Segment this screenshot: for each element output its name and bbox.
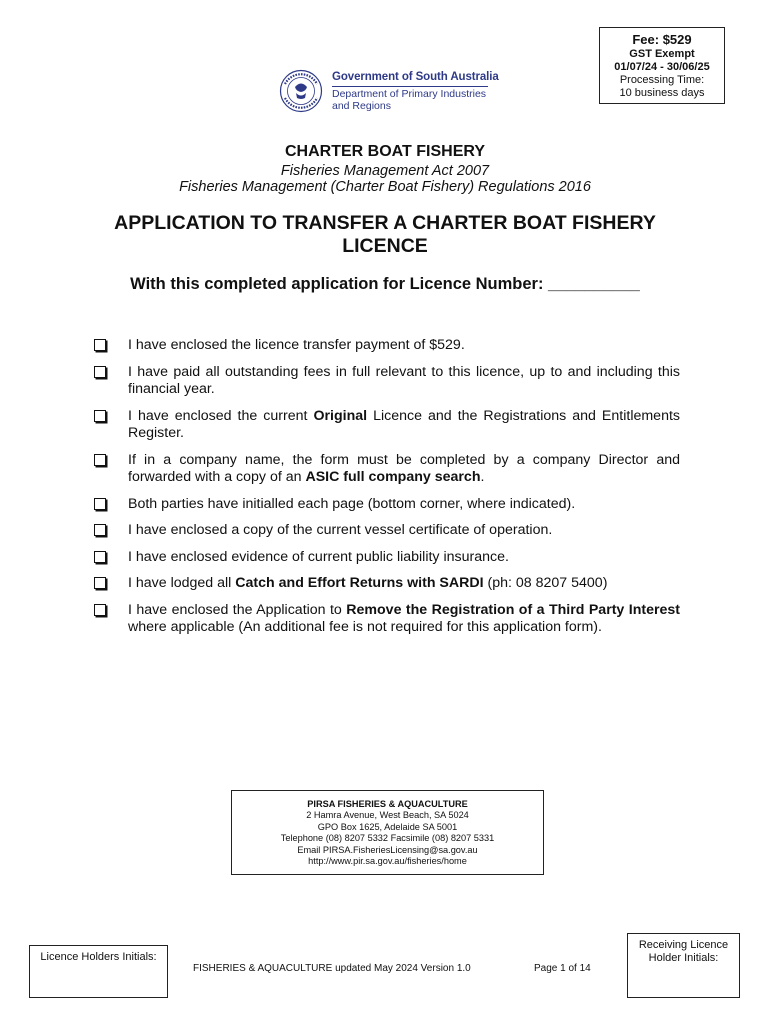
checklist-item-fragment: I have enclosed a copy of the current vessel certificate of operation. [128, 522, 553, 538]
checklist-item-fragment: (ph: 08 8207 5400) [483, 575, 608, 591]
checklist-item-text [128, 496, 680, 514]
fishery-title: CHARTER BOAT FISHERY [285, 143, 485, 160]
street-address: 2 Hamra Avenue, West Beach, SA 5024 [306, 810, 469, 821]
phone-fax: Telephone (08) 8207 5332 Facsimile (08) 8207 5331 [280, 833, 495, 844]
postal-address: GPO Box 1625, Adelaide SA 5001 [317, 821, 458, 832]
checklist-item-text [128, 364, 680, 399]
checkbox[interactable] [94, 604, 106, 616]
email-address: Email PIRSA.FisheriesLicensing@sa.gov.au [297, 844, 478, 855]
checklist-item-emphasis: Remove the Registration of a Third Party Interest [346, 601, 681, 618]
checklist-item-emphasis: Catch and Effort Returns with SARDI [235, 575, 484, 591]
checklist-item [94, 549, 680, 567]
checkbox[interactable] [94, 551, 106, 563]
government-name: Government of South Australia [332, 71, 499, 83]
fee-period: 01/07/24 - 30/06/25 [614, 61, 710, 73]
checkbox[interactable] [94, 410, 106, 422]
act-reference: Fisheries Management Act 2007 [280, 163, 490, 179]
contact-address-box [231, 790, 544, 875]
page-number: Page 1 of 14 [534, 963, 591, 974]
department-name [332, 88, 486, 112]
checklist-item-text [128, 549, 680, 567]
checkbox[interactable] [94, 498, 106, 510]
checklist-item [94, 364, 680, 399]
checklist-item [94, 602, 680, 637]
receiving-initials-label-1: Receiving Licence [638, 939, 729, 951]
state-seal-icon [279, 69, 323, 113]
checklist-item-text [128, 408, 680, 443]
checkbox[interactable] [94, 339, 106, 351]
website-link[interactable]: http://www.pir.sa.gov.au/fisheries/home [308, 856, 467, 867]
checklist-item [94, 337, 680, 355]
checklist-item-text [128, 452, 680, 487]
checklist-item-emphasis: Original [313, 407, 368, 424]
receiving-initials-label-2: Holder Initials: [648, 952, 719, 964]
regulations-reference: Fisheries Management (Charter Boat Fishery) Regulations 2016 [179, 179, 591, 195]
checklist-item-fragment: I have lodged all [128, 575, 236, 591]
department-line-2: and Regions [332, 100, 391, 112]
checklist-item-fragment: I have enclosed evidence of current public liability insurance. [128, 548, 509, 565]
checklist-item-fragment: I have enclosed the Application to [128, 601, 347, 618]
licence-number-field[interactable]: With this completed application for Licence Number: __________ [130, 275, 640, 293]
page-title: APPLICATION TO TRANSFER A CHARTER BOAT FISHERY LICENCE [114, 212, 656, 257]
checklist-item-text [128, 522, 680, 540]
checklist-item-text [128, 337, 680, 355]
checklist-item-fragment: . [480, 469, 485, 485]
checklist-item [94, 452, 680, 487]
processing-label: Processing Time: [619, 74, 705, 86]
checkbox[interactable] [94, 577, 106, 589]
checklist-item-emphasis: ASIC full company search [305, 469, 481, 485]
organisation-name: PIRSA FISHERIES & AQUACULTURE [307, 799, 468, 809]
logo-divider [332, 86, 488, 87]
checkbox[interactable] [94, 524, 106, 536]
checklist-item-fragment: Licence and the Registrations and Entitlements Register. [128, 407, 681, 441]
requirements-checklist [94, 337, 680, 637]
checklist-item-fragment: I have enclosed the current [128, 407, 314, 424]
receiving-holder-initials-box[interactable] [627, 933, 740, 998]
checklist-item-fragment: Both parties have initialled each page (bottom corner, where indicated). [128, 495, 576, 512]
checklist-item [94, 575, 680, 593]
government-logo [279, 69, 499, 113]
checkbox[interactable] [94, 454, 106, 466]
checklist-item-fragment: If in a company name, the form must be completed by a company Director and forwarded with a copy of an [128, 451, 680, 485]
checklist-item-text [128, 575, 680, 593]
checklist-item [94, 522, 680, 540]
fee-amount: Fee: $529 [632, 32, 692, 47]
checklist-item-fragment: I have paid all outstanding fees in full relevant to this licence, up to and including this financial year. [128, 363, 680, 397]
footer-version: FISHERIES & AQUACULTURE updated May 2024 Version 1.0 [193, 963, 471, 974]
processing-time: 10 business days [619, 87, 705, 99]
licence-holder-initials-box[interactable] [29, 945, 168, 998]
licence-holder-initials-label: Licence Holders Initials: [40, 951, 157, 963]
gst-status: GST Exempt [629, 48, 695, 60]
department-line-1: Department of Primary Industries [332, 88, 487, 100]
checkbox[interactable] [94, 366, 106, 378]
fee-box [599, 27, 725, 104]
checklist-item-text [128, 602, 680, 637]
checklist-item-fragment: where applicable (An additional fee is not required for this application form). [128, 619, 602, 635]
checklist-item [94, 496, 680, 514]
checklist-item [94, 408, 680, 443]
checklist-item-fragment: I have enclosed the licence transfer payment of $529. [128, 337, 465, 353]
